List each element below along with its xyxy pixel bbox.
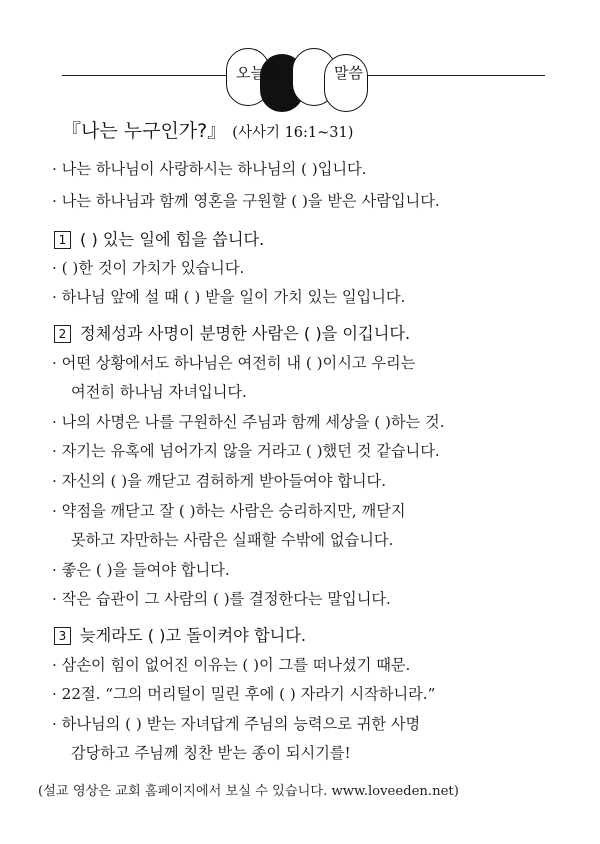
scripture-reference: (사사기 16:1~31) [232, 125, 354, 141]
list-item: · 하나님의 ( ) 받는 자녀답게 주님의 능력으로 귀한 사명 [52, 715, 421, 733]
header-word-2: 말씀 [334, 64, 363, 82]
section-number: 2 [54, 325, 71, 343]
section-heading-text: ( ) 있는 일에 힘을 씁니다. [80, 230, 265, 249]
title-main: 『나는 누구인가?』 [62, 120, 227, 142]
list-item: · 나의 사명은 나를 구원하신 주님과 함께 세상을 ( )하는 것. [52, 413, 445, 431]
list-item: · 작은 습관이 그 사람의 ( )를 결정한다는 말입니다. [52, 590, 391, 608]
list-item-continuation: 감당하고 주님께 칭찬 받는 종이 되시기를! [71, 744, 351, 762]
list-item-continuation: 못하고 자만하는 사람은 실패할 수밖에 없습니다. [71, 531, 394, 549]
header-word-1: 오늘의 [236, 64, 280, 82]
section-heading-text: 정체성과 사명이 분명한 사람은 ( )을 이깁니다. [80, 324, 411, 343]
list-item: · 22절. “그의 머리털이 밀린 후에 ( ) 자라기 시작하니라.” [52, 685, 436, 703]
list-item: · 자신의 ( )을 깨닫고 겸허하게 받아들여야 합니다. [52, 472, 387, 490]
list-item: · 어떤 상황에서도 하나님은 여전히 내 ( )이시고 우리는 [52, 354, 416, 372]
list-item: · 좋은 ( )을 들여야 합니다. [52, 561, 230, 579]
list-item: · ( )한 것이 가치가 있습니다. [52, 259, 245, 277]
header-logo [226, 48, 376, 108]
section-number: 3 [54, 627, 71, 645]
sermon-title [62, 118, 353, 146]
list-item: · 삼손이 힘이 없어진 이유는 ( )이 그를 떠나셨기 때문. [52, 656, 411, 674]
list-item: · 하나님 앞에 설 때 ( ) 받을 일이 가치 있는 일입니다. [52, 288, 406, 306]
footer-note: (설교 영상은 교회 홈페이지에서 보실 수 있습니다. www.loveeden.net) [38, 784, 459, 799]
section-heading [54, 228, 264, 252]
list-item: · 약점을 깨닫고 잘 ( )하는 사람은 승리하지만, 깨닫지 [52, 502, 406, 520]
intro-line: · 나는 하나님과 함께 영혼을 구원할 ( )을 받은 사람입니다. [52, 192, 440, 210]
section-heading-text: 늦게라도 ( )고 돌이켜야 합니다. [80, 626, 307, 645]
section-heading [54, 322, 410, 346]
section-heading [54, 624, 306, 648]
list-item: · 자기는 유혹에 넘어가지 않을 거라고 ( )했던 것 같습니다. [52, 442, 440, 460]
section-number: 1 [54, 231, 71, 249]
intro-line: · 나는 하나님이 사랑하시는 하나님의 ( )입니다. [52, 160, 367, 178]
list-item-continuation: 여전히 하나님 자녀입니다. [71, 383, 247, 401]
